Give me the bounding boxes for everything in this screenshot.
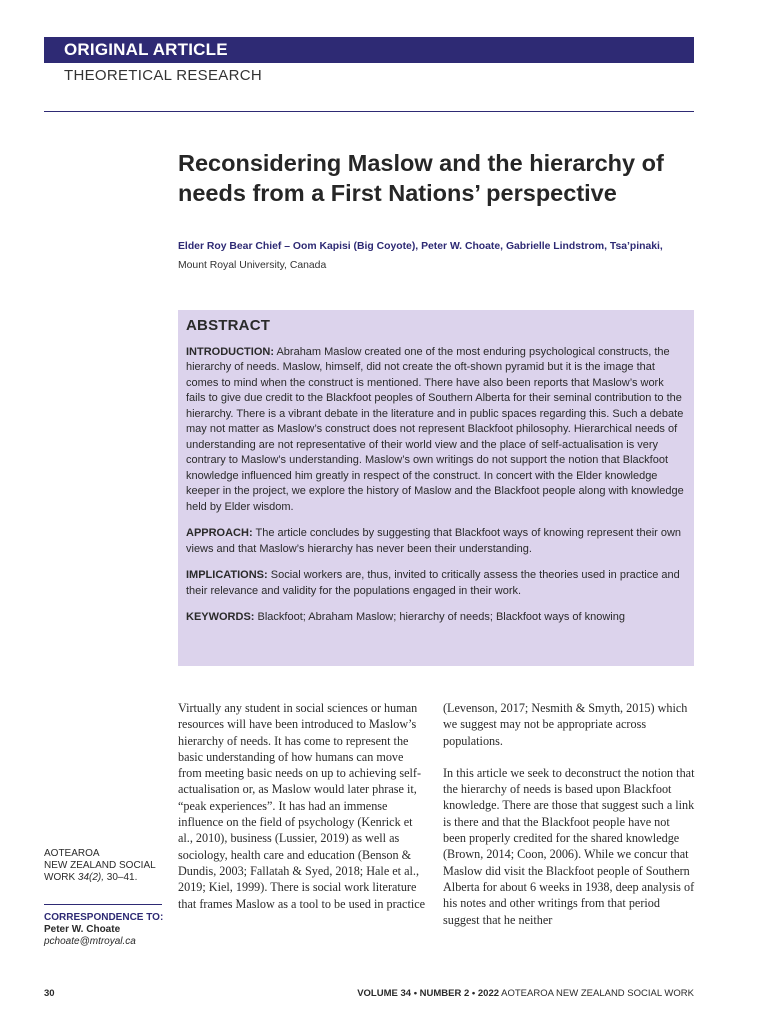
abstract-approach: [186, 526, 686, 557]
correspondence-email[interactable]: pchoate@mtroyal.ca: [44, 936, 136, 947]
article-affiliation: Mount Royal University, Canada: [178, 260, 327, 271]
body-column-right: [443, 700, 695, 944]
implications-label: IMPLICATIONS:: [186, 569, 268, 581]
correspondence-name: Peter W. Choate: [44, 924, 121, 935]
footer-volume: VOLUME 34 • NUMBER 2 • 2022: [357, 988, 500, 999]
correspondence-block: [44, 912, 174, 948]
abstract-heading: ABSTRACT: [186, 317, 271, 334]
header-divider: [44, 111, 694, 112]
page-number: 30: [44, 988, 55, 999]
journal-name-part: WORK: [44, 872, 76, 883]
abstract-box: [178, 310, 694, 666]
introduction-label: INTRODUCTION:: [186, 345, 274, 358]
footer-journal-name: AOTEAROA NEW ZEALAND SOCIAL WORK: [501, 988, 694, 999]
journal-volume: 34(2),: [77, 872, 105, 883]
keywords-label: KEYWORDS:: [186, 611, 255, 623]
article-title: Reconsidering Maslow and the hierarchy of needs from a First Nations’ perspective: [178, 150, 664, 206]
abstract-keywords: [186, 610, 686, 626]
section-label: ORIGINAL ARTICLE: [64, 40, 228, 59]
abstract-introduction: [186, 345, 686, 516]
section-banner: [44, 37, 694, 63]
journal-line: NEW ZEALAND SOCIAL: [44, 860, 156, 871]
introduction-text: Abraham Maslow created one of the most enduring psychological constructs, the hierarchy of needs. Maslow, himself, did not create the oft-shown pyramid but it is the image that comes to mind when the construct is mentioned. There have also been reports that Maslow’s work fails to give due credit to the Blackfoot peoples of Southern Alberta for their seminal contribution to the hierarchy. There is a vibrant debate in the literature and in public spaces regarding this. Such a debate may not matter as Maslow’s construct does not represent Blackfoot philosophy. Hierarchical needs of understanding are not representative of their world view and the place of self-actualisation is very contrary to Maslow’s understanding. Maslow’s own writings do not support the notion that Blackfoot knowledge influenced him greatly in respect of the construct. In concert with the Elder knowledge keeper in the project, we explore the history of Maslow and the Blackfoot people along with knowledge held by Elder wisdom.: [186, 345, 684, 513]
abstract-implications: [186, 568, 686, 599]
journal-line: [44, 872, 174, 884]
article-authors: Elder Roy Bear Chief – Oom Kapisi (Big Coyote), Peter W. Choate, Gabrielle Lindstrom, Tsa’pinaki,: [178, 241, 663, 252]
subsection-label: THEORETICAL RESEARCH: [64, 67, 262, 84]
body-paragraph: In this article we seek to deconstruct the notion that the hierarchy of needs is based upon Blackfoot knowledge. There are those that suggest such a link is there and that the Blackfoot people have not been properly credited for the shared knowledge (Brown, 2014; Coon, 2006). While we concur that Maslow did visit the Blackfoot people of Southern Alberta for about 6 weeks in 1938, deep analysis of his notes and other writings from that period suggest that he neither: [443, 765, 695, 927]
body-column-left: [178, 700, 430, 928]
footer-journal-info: [357, 988, 694, 999]
journal-line: AOTEAROA: [44, 848, 100, 859]
journal-citation: [44, 848, 174, 884]
approach-label: APPROACH:: [186, 527, 253, 539]
correspondence-label: CORRESPONDENCE TO:: [44, 912, 164, 923]
body-paragraph: Virtually any student in social sciences or human resources will have been introduced to Maslow’s hierarchy of needs. It has come to represent the basic understanding of how humans can move from meeting basic needs on up to achieving self-actualisation or, as Maslow would later phrase it, “peak experiences”. It has had an immense influence on the field of psychology (Kenrick et al., 2010), business (Lussier, 2019) as well as sociology, health care and education (Benson & Dundis, 2003; Fallatah & Syed, 2018; Hale et al., 2019; Kiel, 1999). There is social work literature that frames Maslow as a tool to be used in practice: [178, 701, 426, 911]
keywords-text: Blackfoot; Abraham Maslow; hierarchy of needs; Blackfoot ways of knowing: [257, 611, 625, 623]
journal-pages: 30–41.: [106, 872, 138, 883]
body-paragraph: (Levenson, 2017; Nesmith & Smyth, 2015) which we suggest may not be appropriate across populations.: [443, 701, 688, 748]
sidebar-divider: [44, 904, 162, 905]
approach-text: The article concludes by suggesting that Blackfoot ways of knowing represent their own views and that Maslow’s hierarchy has never been their understanding.: [186, 527, 682, 555]
implications-text: Social workers are, thus, invited to critically assess the theories used in practice and their relevance and validity for the populations engaged in their work.: [186, 569, 680, 597]
